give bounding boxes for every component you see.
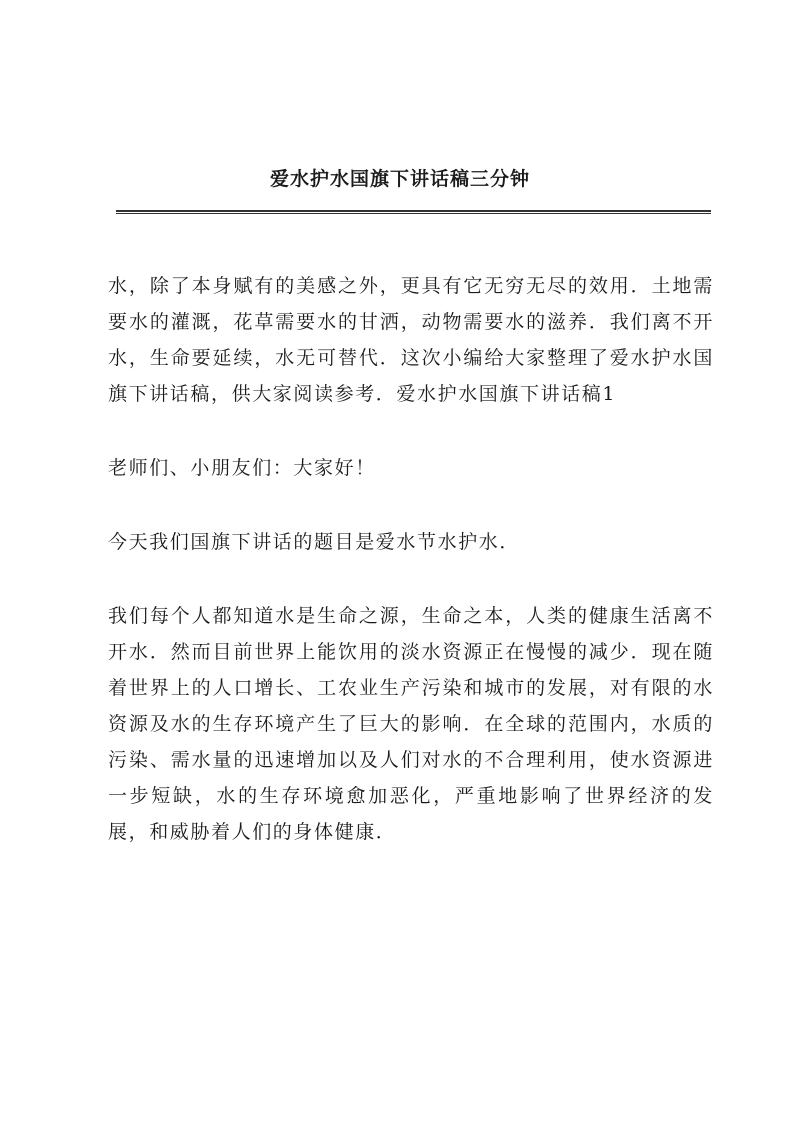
document-title: 爱水护水国旗下讲话稿三分钟 <box>269 168 530 190</box>
greeting-paragraph: 老师们、小朋友们：大家好！ <box>108 457 376 479</box>
title-divider <box>116 210 711 214</box>
topic-paragraph: 今天我们国旗下讲话的题目是爱水节水护水． <box>108 531 521 553</box>
body-paragraph: 我们每个人都知道水是生命之源，生命之本，人类的健康生活离不开水．然而目前世界上能饮用的淡水资源正在慢慢的减少．现在随着世界上的人口增长、工农业生产污染和城市的发展，对有限的水资源及水的生存环境产生了巨大的影响．在全球的范围内，水质的污染、需水量的迅速增加以及人们对水的不合理利用，使水资源进一步短缺，水的生存环境愈加恶化，严重地影响了世界经济的发展，和威胁着人们的身体健康． <box>108 605 714 843</box>
intro-paragraph: 水，除了本身赋有的美感之外，更具有它无穷无尽的效用．土地需要水的灌溉，花草需要水的甘洒，动物需要水的滋养．我们离不开水，生命要延续，水无可替代．这次小编给大家整理了爱水护水国旗下讲话稿，供大家阅读参考．爱水护水国旗下讲话稿1 <box>108 275 714 405</box>
document-body <box>108 268 714 850</box>
